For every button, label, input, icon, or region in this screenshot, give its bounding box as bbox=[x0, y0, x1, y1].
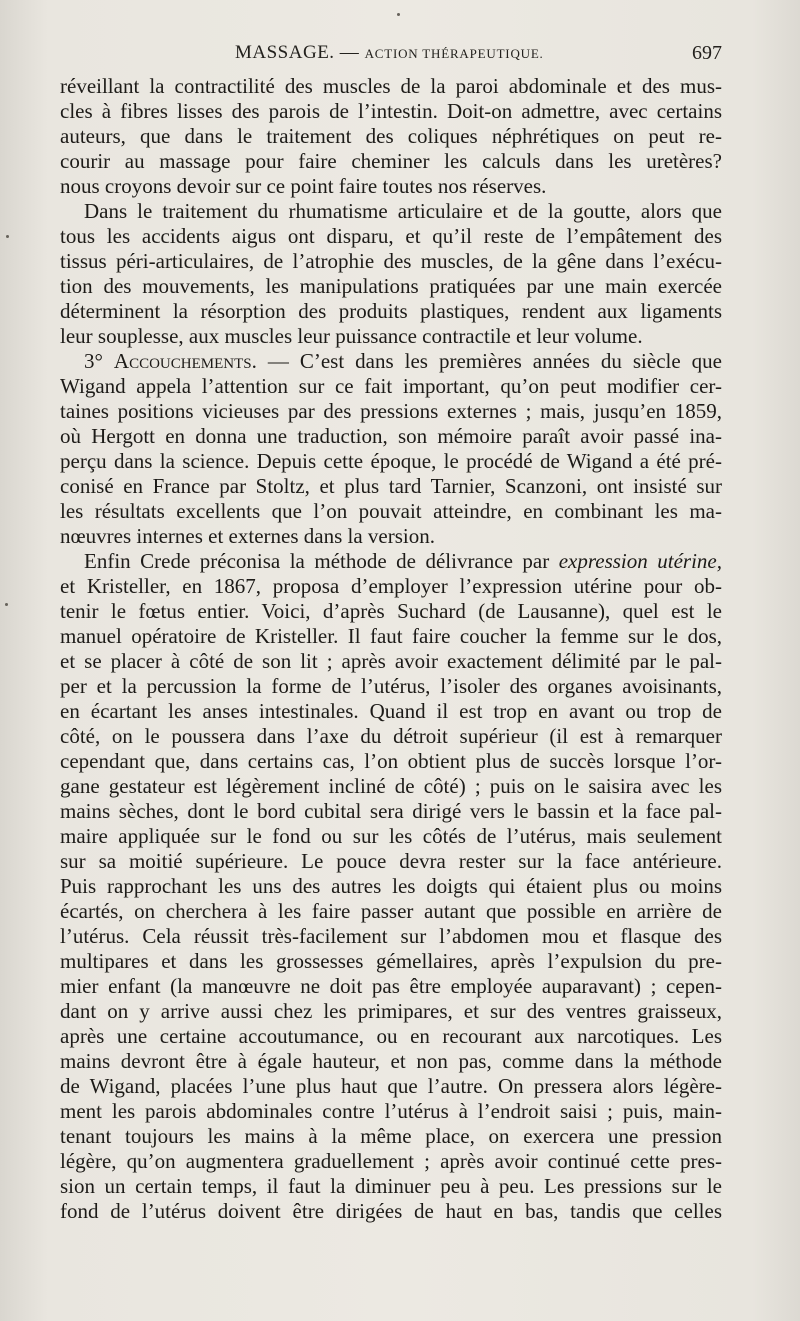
text-line: ment les parois abdominales contre l’utérus à l’endroit saisi ; puis, main- bbox=[60, 1099, 722, 1123]
paragraph-opening-text: Enfin Crede préconisa la méthode de délivrance par bbox=[84, 549, 550, 573]
print-speck bbox=[6, 235, 9, 238]
paragraph bbox=[60, 349, 722, 549]
section-heading-line bbox=[60, 349, 722, 374]
text-line: perçu dans la science. Depuis cette époque, le procédé de Wigand a été pré- bbox=[60, 449, 722, 473]
text-line: tion des mouvements, les manipulations pratiquées par une main exercée bbox=[60, 274, 722, 298]
text-line: en écartant les anses intestinales. Quand il est trop en avant ou trop de bbox=[60, 699, 722, 723]
text-line: nœuvres internes et externes dans la version. bbox=[60, 524, 435, 548]
text-line: mains devront être à égale hauteur, et non pas, comme dans la méthode bbox=[60, 1049, 722, 1073]
text-line: déterminent la résorption des produits plastiques, rendent aux ligaments bbox=[60, 299, 722, 323]
text-line: courir au massage pour faire cheminer les calculs dans les uretères? bbox=[60, 149, 722, 173]
page-header bbox=[60, 42, 722, 72]
running-head-subtitle: ACTION THÉRAPEUTIQUE. bbox=[364, 46, 544, 61]
page-body bbox=[60, 74, 722, 1224]
text-line: gane gestateur est légèrement incliné de côté) ; puis on le saisira avec les bbox=[60, 774, 722, 798]
text-line: tous les accidents aigus ont disparu, et qu’il reste de l’empâtement des bbox=[60, 224, 722, 248]
paragraph bbox=[60, 74, 722, 199]
text-line: Dans le traitement du rhumatisme articulaire et de la goutte, alors que bbox=[84, 199, 722, 223]
text-line: tissus péri-articulaires, de l’atrophie des muscles, de la gêne dans l’exécu- bbox=[60, 249, 722, 273]
text-line: fond de l’utérus doivent être dirigées de haut en bas, tandis que celles bbox=[60, 1199, 722, 1223]
text-line: tenir le fœtus entier. Voici, d’après Suchard (de Lausanne), quel est le bbox=[60, 599, 722, 623]
text-line: sion un certain temps, il faut la diminuer peu à peu. Les pressions sur le bbox=[60, 1174, 722, 1198]
text-line: taines positions vicieuses par des pressions externes ; mais, jusqu’en 1859, bbox=[60, 399, 722, 423]
text-line: réveillant la contractilité des muscles de la paroi abdominale et des mus- bbox=[60, 74, 722, 98]
page-number: 697 bbox=[692, 42, 722, 64]
section-heading-text: — C’est dans les premières années du siècle que bbox=[267, 349, 723, 373]
paragraph bbox=[60, 549, 722, 1224]
section-number: 3° bbox=[84, 349, 103, 373]
text-line: conisé en France par Stoltz, et plus tard Tarnier, Scanzoni, ont insisté sur bbox=[60, 474, 722, 498]
text-line: dant on y arrive aussi chez les primipares, et sur des ventres graisseux, bbox=[60, 999, 722, 1023]
text-line: manuel opératoire de Kristeller. Il faut faire coucher la femme sur le dos, bbox=[60, 624, 722, 648]
text-line: mier enfant (la manœuvre ne doit pas être employée auparavant) ; cepen- bbox=[60, 974, 722, 998]
running-head bbox=[235, 42, 544, 64]
text-line: les résultats excellents que l’on pouvait atteindre, en combinant les ma- bbox=[60, 499, 722, 523]
text-line: écartés, on cherchera à les faire passer autant que possible en arrière de bbox=[60, 899, 722, 923]
section-title: Accouchements. bbox=[113, 349, 257, 373]
text-line: nous croyons devoir sur ce point faire toutes nos réserves. bbox=[60, 174, 547, 198]
text-line: de Wigand, placées l’une plus haut que l’autre. On pressera alors légère- bbox=[60, 1074, 722, 1098]
running-head-main: MASSAGE. — bbox=[235, 42, 360, 63]
text-line: cles à fibres lisses des parois de l’intestin. Doit-on admettre, avec certains bbox=[60, 99, 722, 123]
text-line: leur souplesse, aux muscles leur puissance contractile et leur volume. bbox=[60, 324, 643, 348]
text-line: côté, on le poussera dans l’axe du détroit supérieur (il est à remarquer bbox=[60, 724, 722, 748]
text-line: Wigand appela l’attention sur ce fait important, qu’on peut modifier cer- bbox=[60, 374, 722, 398]
text-line: sur sa moitié supérieure. Le pouce devra rester sur la face antérieure. bbox=[60, 849, 722, 873]
text-line: tenant toujours les mains à la même place, on exercera une pression bbox=[60, 1124, 722, 1148]
italic-term: expression utérine, bbox=[558, 549, 722, 573]
text-line: et Kristeller, en 1867, proposa d’employer l’expression utérine pour ob- bbox=[60, 574, 722, 598]
text-line: multipares et dans les grossesses gémellaires, après l’expulsion du pre- bbox=[60, 949, 722, 973]
text-line: per et la percussion la forme de l’utérus, l’isoler des organes avoisinants, bbox=[60, 674, 722, 698]
text-line: après une certaine accoutumance, ou en recourant aux narcotiques. Les bbox=[60, 1024, 722, 1048]
text-line: auteurs, que dans le traitement des coliques néphrétiques on peut re- bbox=[60, 124, 722, 148]
paragraph-opening-line bbox=[60, 549, 722, 574]
print-speck bbox=[5, 603, 8, 606]
text-line: et se placer à côté de son lit ; après avoir exactement délimité par le pal- bbox=[60, 649, 722, 673]
text-line: maire appliquée sur le fond ou sur les côtés de l’utérus, mais seulement bbox=[60, 824, 722, 848]
text-line: cependant que, dans certains cas, l’on obtient plus de succès lorsque l’or- bbox=[60, 749, 722, 773]
text-line: légère, qu’on augmentera graduellement ; après avoir continué cette pres- bbox=[60, 1149, 722, 1173]
text-line: mains sèches, dont le bord cubital sera dirigé vers le bassin et la face pal- bbox=[60, 799, 722, 823]
paragraph bbox=[60, 199, 722, 349]
text-line: Puis rapprochant les uns des autres les doigts qui étaient plus ou moins bbox=[60, 874, 722, 898]
print-speck bbox=[397, 13, 400, 16]
text-line: où Hergott en donna une traduction, son mémoire paraît avoir passé ina- bbox=[60, 424, 722, 448]
text-line: l’utérus. Cela réussit très-facilement sur l’abdomen mou et flasque des bbox=[60, 924, 722, 948]
